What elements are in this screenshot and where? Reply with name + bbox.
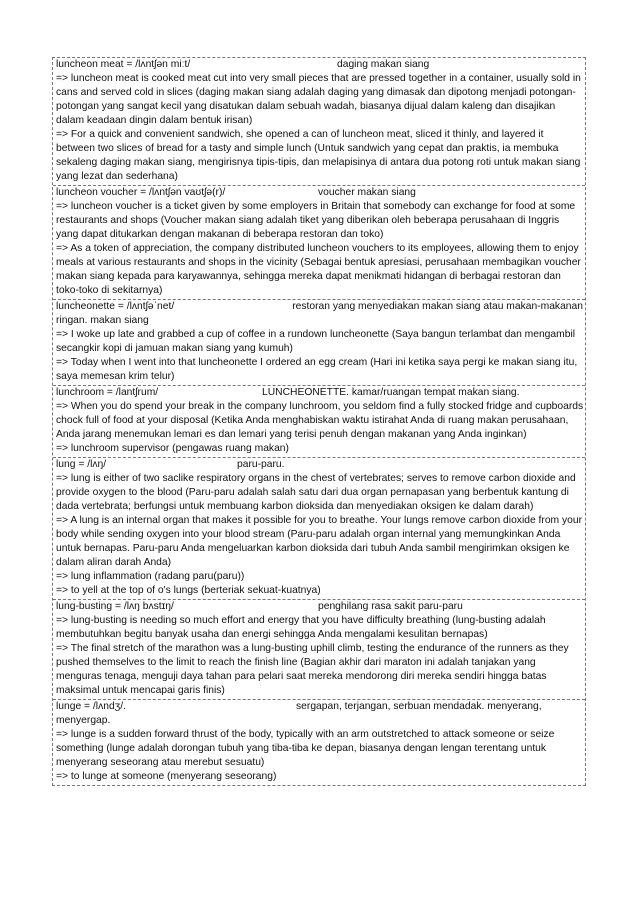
- entry-line: => to yell at the top of o's lungs (berteriak sekuat-kuatnya): [56, 585, 321, 596]
- entry-term: lung-busting = /lʌŋ bʌstɪŋ/: [56, 601, 174, 612]
- entry-line: => When you do spend your break in the company lunchroom, you seldom find a fully stocked fridge and cupboards chock full of food at your disposal (Ketika Anda menghabiskan waktu istirahat Anda di ruang makan perusahaan, Anda jarang menemukan lemari es dan lemari yang terisi penuh dengan makanan yang Anda inginkan): [56, 401, 584, 440]
- entry-line: => A lung is an internal organ that makes it possible for you to breathe. Your lungs remove carbon dioxide from your body while sending oxygen into your blood stream (Paru-paru adalah organ internal yang memungkinkan Anda untuk bernapas. Paru-paru Anda mengeluarkan karbon dioksida dari tubuh Anda sambil mengirimkan oksigen ke dalam aliran darah Anda): [56, 515, 583, 568]
- entry-gloss: penghilang rasa sakit paru-paru: [318, 601, 463, 612]
- dictionary-entry: [53, 186, 585, 300]
- entry-line: => luncheon voucher is a ticket given by some employers in Britain that somebody can exchange for food at some restaurants and shops (Voucher makan siang adalah tiket yang diberikan oleh beberapa perusahaan di Inggris yang dapat ditukarkan dengan makanan di beberapa restoran dan toko): [56, 201, 576, 240]
- dictionary-entry: [53, 458, 585, 600]
- entry-line: => As a token of appreciation, the company distributed luncheon vouchers to its employees, allowing them to enjoy meals at various restaurants and shops in the vicinity (Sebagai bentuk apresiasi, perusahaan membagikan voucher makan siang kepada para karyawannya, sehingga mereka dapat menikmati hidangan di berbagai restoran dan toko-toko di sekitarnya): [56, 243, 581, 296]
- entry-term: luncheon meat = /lʌntʃən miːt/: [56, 59, 191, 70]
- dictionary-entry: [53, 700, 585, 785]
- entry-gloss: restoran yang menyediakan makan siang atau makan-makanan ringan. makan siang: [56, 301, 583, 326]
- entry-term: luncheonette = /lʌntʃəˈnet/: [56, 301, 175, 312]
- entry-gloss: sergapan, terjangan, serbuan mendadak. menyerang, menyergap.: [56, 701, 542, 726]
- entry-line: => lung inflammation (radang paru(paru)): [56, 571, 245, 582]
- entry-header: [56, 58, 584, 72]
- entry-line: => For a quick and convenient sandwich, she opened a can of luncheon meat, sliced it thinly, and layered it between two slices of bread for a tasty and simple lunch (Untuk sandwich yang cepat dan praktis, ia membuka sekaleng daging makan siang, mengirisnya tipis-tipis, dan melapisinya di antara dua potong roti untuk makan siang yang lezat dan sederhana): [56, 129, 581, 182]
- entry-header: [56, 386, 584, 400]
- entry-header: [56, 700, 584, 728]
- entry-term: lunge = /lʌndʒ/.: [56, 701, 127, 712]
- entry-line: => The final stretch of the marathon was a lung-busting uphill climb, testing the endurance of the runners as they pushed themselves to the limit to reach the finish line (Bagian akhir dari maraton ini adalah tanjakan yang menguras tenaga, menguji daya tahan para pelari saat mereka mendorong diri mereka sendiri hingga batas maksimal untuk mencapai garis finis): [56, 643, 569, 696]
- dictionary-entry: [53, 386, 585, 458]
- entry-line: => Today when I went into that luncheonette I ordered an egg cream (Hari ini ketika saya pergi ke makan siang itu, saya memesan krim telur): [56, 357, 578, 382]
- dictionary-entry: [53, 58, 585, 186]
- entry-gloss: voucher makan siang: [318, 187, 416, 198]
- entry-gloss: paru-paru.: [237, 459, 285, 470]
- entry-header: [56, 186, 584, 200]
- entry-line: => lung-busting is needing so much effort and energy that you have difficulty breathing (lung-busting adalah membutuhkan begitu banyak usaha dan energi sehingga Anda mengalami kesulitan bernapas): [56, 615, 546, 640]
- entry-line: => lung is either of two saclike respiratory organs in the chest of vertebrates; serves to remove carbon dioxide and provide oxygen to the blood (Paru-paru adalah salah satu dari dua organ pernapasan yang berbentuk kantung di dada vertebrata; berfungsi untuk membuang karbon dioksida dan menyediakan oksigen ke dalam darah): [56, 473, 576, 512]
- entry-line: => lunge is a sudden forward thrust of the body, typically with an arm outstretched to attack someone or seize something (lunge adalah dorongan tubuh yang tiba-tiba ke depan, biasanya dengan lengan terentang untuk menyerang seseorang atau merebut sesuatu): [56, 729, 555, 768]
- entry-gloss: LUNCHEONETTE. kamar/ruangan tempat makan siang.: [262, 387, 520, 398]
- dictionary-table: [52, 57, 586, 786]
- entry-line: => luncheon meat is cooked meat cut into very small pieces that are pressed together in a container, usually sold in cans and served cold in slices (daging makan siang adalah daging yang dimasak dan dipotong menjadi potongan-potongan yang sangat kecil yang disatukan dalam sebuah wadah, biasanya dijual dalam kaleng dan disajikan dalam keadaan dingin dalam bentuk irisan): [56, 73, 581, 126]
- entry-line: => to lunge at someone (menyerang seseorang): [56, 771, 277, 782]
- entry-gloss: daging makan siang: [337, 59, 430, 70]
- entry-term: lung = /lʌŋ/: [56, 459, 107, 470]
- entry-line: => I woke up late and grabbed a cup of coffee in a rundown luncheonette (Saya bangun terlambat dan mengambil secangkir kopi di jamuan makan siang yang kumuh): [56, 329, 576, 354]
- entry-header: [56, 300, 584, 328]
- entry-term: luncheon voucher = /lʌntʃən vaʊtʃə(r)/: [56, 187, 226, 198]
- entry-line: => lunchroom supervisor (pengawas ruang makan): [56, 443, 289, 454]
- entry-term: lunchroom = /lantʃrum/: [56, 387, 159, 398]
- dictionary-entry: [53, 600, 585, 700]
- dictionary-entry: [53, 300, 585, 386]
- entry-header: [56, 458, 584, 472]
- entry-header: [56, 600, 584, 614]
